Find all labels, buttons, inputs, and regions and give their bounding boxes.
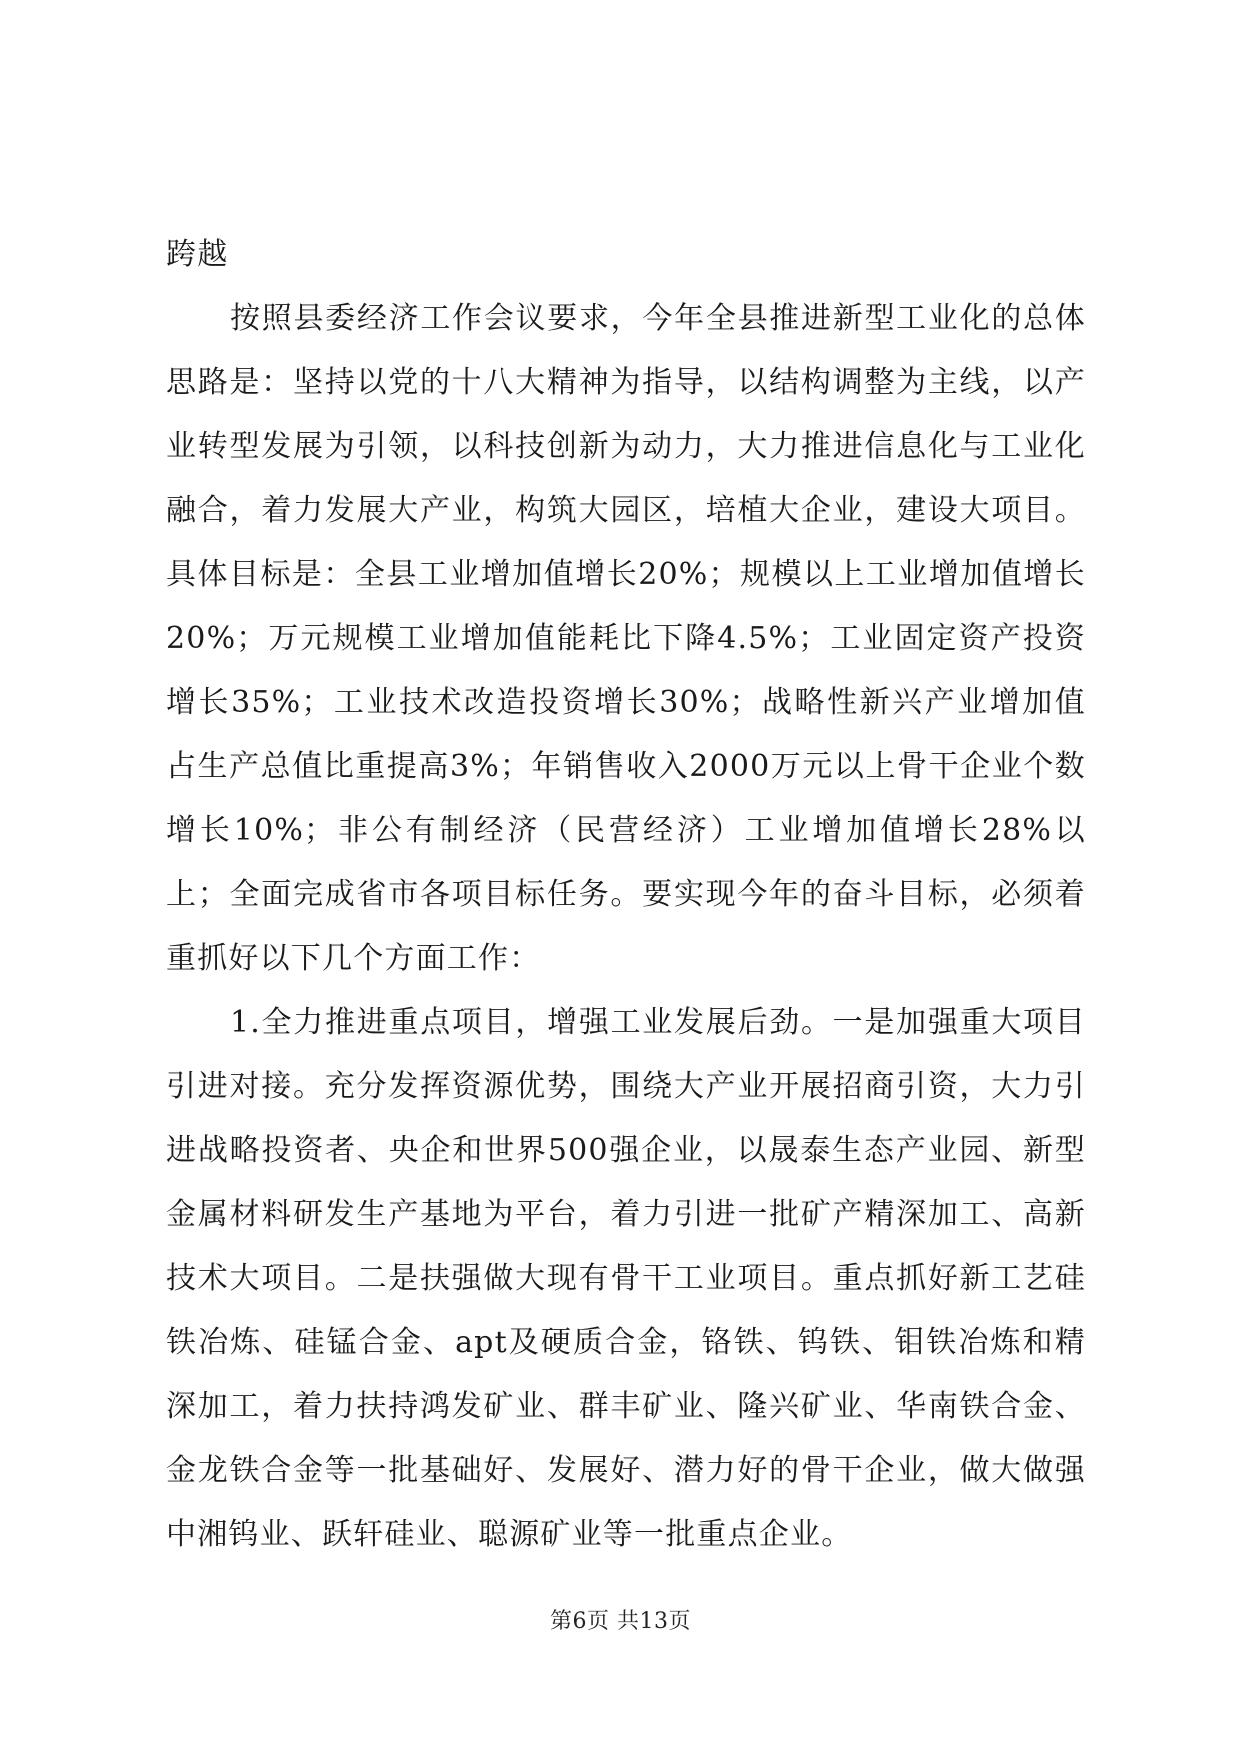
page-number: 第6页 共13页: [550, 1609, 691, 1634]
paragraph-overall-approach: 按照县委经济工作会议要求，今年全县推进新型工业化的总体思路是：坚持以党的十八大精神为指导，以结构调整为主线，以产业转型发展为引领，以科技创新为动力，大力推进信息化与工业化融合，着力发展大产业，构筑大园区，培植大企业，建设大项目。具体目标是：全县工业增加值增长20%；规模以上工业增加值增长20%；万元规模工业增加值能耗比下降4.5%；工业固定资产投资增长35%；工业技术改造投资增长30%；战略性新兴产业增加值占生产总值比重提高3%；年销售收入2000万元以上骨干企业个数增长10%；非公有制经济（民营经济）工业增加值增长28%以上；全面完成省市各项目标任务。要实现今年的奋斗目标，必须着重抓好以下几个方面工作：: [166, 301, 1086, 976]
page-footer: [0, 1604, 1241, 1635]
heading-fragment: 跨越: [166, 237, 229, 272]
paragraph-key-projects: 1.全力推进重点项目，增强工业发展后劲。一是加强重大项目引进对接。充分发挥资源优势，围绕大产业开展招商引资，大力引进战略投资者、央企和世界500强企业，以晟泰生态产业园、新型金属材料研发生产基地为平台，着力引进一批矿产精深加工、高新技术大项目。二是扶强做大现有骨干工业项目。重点抓好新工艺硅铁冶炼、硅锰合金、apt及硬质合金，铬铁、钨铁、钼铁冶炼和精深加工，着力扶持鸿发矿业、群丰矿业、隆兴矿业、华南铁合金、金龙铁合金等一批基础好、发展好、潜力好的骨干企业，做大做强中湘钨业、跃轩硅业、聪源矿业等一批重点企业。: [166, 1005, 1086, 1552]
body-text: [166, 223, 1086, 1567]
